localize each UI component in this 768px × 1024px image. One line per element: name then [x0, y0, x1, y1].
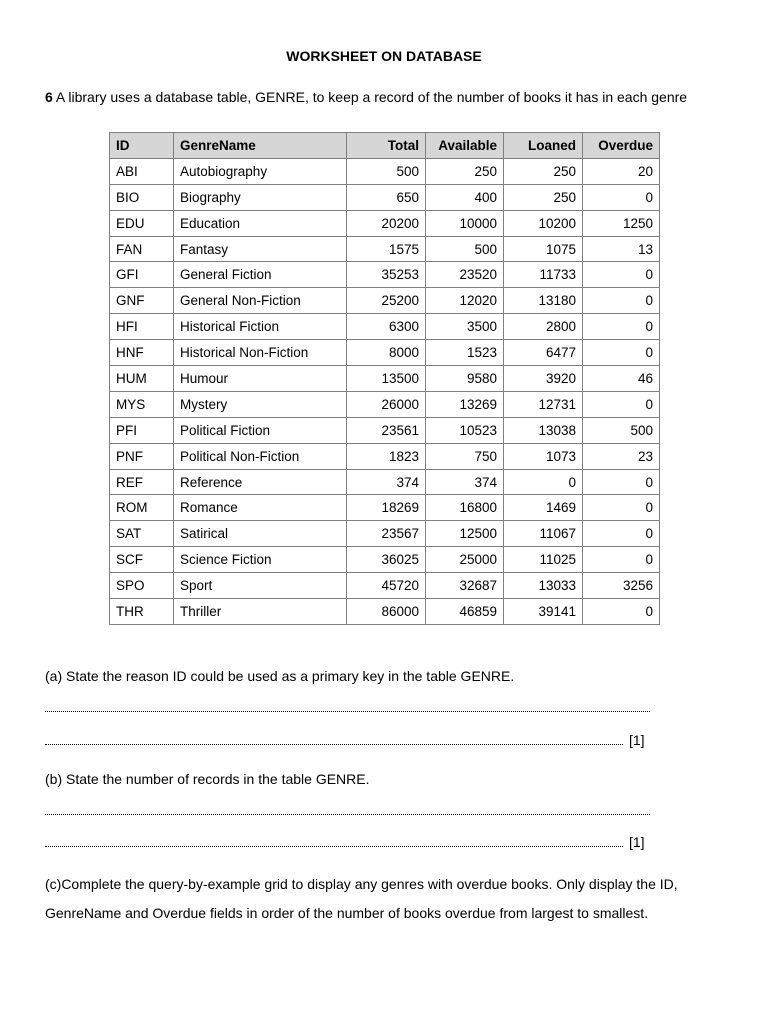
- cell-total: 36025: [347, 547, 426, 573]
- cell-genrename: Autobiography: [174, 158, 347, 184]
- cell-loaned: 13038: [504, 417, 583, 443]
- cell-loaned: 250: [504, 184, 583, 210]
- cell-id: HNF: [110, 340, 174, 366]
- question-number: 6: [45, 89, 53, 105]
- cell-overdue: 23: [583, 443, 660, 469]
- cell-total: 18269: [347, 495, 426, 521]
- cell-total: 1823: [347, 443, 426, 469]
- cell-available: 1523: [426, 340, 504, 366]
- cell-total: 374: [347, 469, 426, 495]
- cell-loaned: 13033: [504, 573, 583, 599]
- cell-id: HFI: [110, 314, 174, 340]
- cell-overdue: 46: [583, 366, 660, 392]
- cell-genrename: General Fiction: [174, 262, 347, 288]
- cell-available: 500: [426, 236, 504, 262]
- cell-overdue: 3256: [583, 573, 660, 599]
- cell-available: 750: [426, 443, 504, 469]
- cell-available: 16800: [426, 495, 504, 521]
- cell-loaned: 3920: [504, 366, 583, 392]
- cell-id: HUM: [110, 366, 174, 392]
- cell-available: 12500: [426, 521, 504, 547]
- table-row: [110, 417, 660, 443]
- cell-overdue: 0: [583, 547, 660, 573]
- cell-overdue: 0: [583, 391, 660, 417]
- table-row: [110, 236, 660, 262]
- cell-id: FAN: [110, 236, 174, 262]
- cell-total: 25200: [347, 288, 426, 314]
- cell-loaned: 250: [504, 158, 583, 184]
- header-loaned: Loaned: [504, 133, 583, 159]
- cell-loaned: 13180: [504, 288, 583, 314]
- cell-id: EDU: [110, 210, 174, 236]
- cell-genrename: Romance: [174, 495, 347, 521]
- cell-genrename: General Non-Fiction: [174, 288, 347, 314]
- cell-id: SCF: [110, 547, 174, 573]
- header-overdue: Overdue: [583, 133, 660, 159]
- table-row: [110, 547, 660, 573]
- cell-genrename: Humour: [174, 366, 347, 392]
- table-row: [110, 288, 660, 314]
- cell-overdue: 13: [583, 236, 660, 262]
- cell-total: 500: [347, 158, 426, 184]
- cell-id: PNF: [110, 443, 174, 469]
- cell-loaned: 12731: [504, 391, 583, 417]
- table-row: [110, 495, 660, 521]
- cell-available: 10523: [426, 417, 504, 443]
- answer-line[interactable]: [45, 697, 650, 712]
- cell-total: 8000: [347, 340, 426, 366]
- cell-available: 46859: [426, 599, 504, 625]
- table-row: [110, 158, 660, 184]
- table-row: [110, 340, 660, 366]
- cell-available: 374: [426, 469, 504, 495]
- part-b-question: (b) State the number of records in the table GENRE.: [45, 771, 370, 787]
- cell-total: 86000: [347, 599, 426, 625]
- cell-genrename: Historical Fiction: [174, 314, 347, 340]
- cell-loaned: 11025: [504, 547, 583, 573]
- cell-id: REF: [110, 469, 174, 495]
- cell-overdue: 0: [583, 314, 660, 340]
- table-row: [110, 443, 660, 469]
- cell-available: 12020: [426, 288, 504, 314]
- part-c-question-line1: (c)Complete the query-by-example grid to display any genres with overdue books. Only display the ID,: [45, 876, 678, 892]
- question-intro: [45, 89, 687, 105]
- answer-line[interactable]: [45, 832, 623, 847]
- question-text: A library uses a database table, GENRE, to keep a record of the number of books it has in each genre: [55, 89, 688, 105]
- cell-genrename: Fantasy: [174, 236, 347, 262]
- table-row: [110, 210, 660, 236]
- cell-available: 10000: [426, 210, 504, 236]
- cell-total: 6300: [347, 314, 426, 340]
- header-available: Available: [426, 133, 504, 159]
- cell-available: 400: [426, 184, 504, 210]
- cell-total: 26000: [347, 391, 426, 417]
- cell-overdue: 0: [583, 469, 660, 495]
- answer-line[interactable]: [45, 800, 650, 815]
- mark-allocation: [1]: [629, 732, 645, 748]
- genre-table: [109, 132, 660, 625]
- cell-id: PFI: [110, 417, 174, 443]
- cell-loaned: 0: [504, 469, 583, 495]
- cell-id: SPO: [110, 573, 174, 599]
- table-row: [110, 262, 660, 288]
- cell-overdue: 500: [583, 417, 660, 443]
- cell-total: 1575: [347, 236, 426, 262]
- cell-total: 13500: [347, 366, 426, 392]
- cell-genrename: Historical Non-Fiction: [174, 340, 347, 366]
- cell-total: 23561: [347, 417, 426, 443]
- cell-id: GNF: [110, 288, 174, 314]
- cell-total: 650: [347, 184, 426, 210]
- header-genrename: GenreName: [174, 133, 347, 159]
- table-row: [110, 469, 660, 495]
- cell-available: 3500: [426, 314, 504, 340]
- cell-genrename: Political Non-Fiction: [174, 443, 347, 469]
- cell-loaned: 39141: [504, 599, 583, 625]
- table-row: [110, 521, 660, 547]
- cell-overdue: 0: [583, 184, 660, 210]
- cell-id: SAT: [110, 521, 174, 547]
- cell-total: 20200: [347, 210, 426, 236]
- cell-loaned: 1073: [504, 443, 583, 469]
- table-row: [110, 599, 660, 625]
- part-a-question: (a) State the reason ID could be used as a primary key in the table GENRE.: [45, 668, 515, 684]
- cell-genrename: Science Fiction: [174, 547, 347, 573]
- cell-overdue: 0: [583, 599, 660, 625]
- cell-loaned: 10200: [504, 210, 583, 236]
- cell-loaned: 11067: [504, 521, 583, 547]
- cell-genrename: Mystery: [174, 391, 347, 417]
- cell-overdue: 1250: [583, 210, 660, 236]
- cell-overdue: 0: [583, 521, 660, 547]
- cell-available: 32687: [426, 573, 504, 599]
- cell-genrename: Reference: [174, 469, 347, 495]
- cell-genrename: Satirical: [174, 521, 347, 547]
- page-title: WORKSHEET ON DATABASE: [286, 48, 482, 64]
- cell-id: MYS: [110, 391, 174, 417]
- table-row: [110, 366, 660, 392]
- cell-available: 25000: [426, 547, 504, 573]
- cell-total: 35253: [347, 262, 426, 288]
- cell-id: THR: [110, 599, 174, 625]
- cell-loaned: 6477: [504, 340, 583, 366]
- cell-id: GFI: [110, 262, 174, 288]
- cell-available: 13269: [426, 391, 504, 417]
- cell-total: 23567: [347, 521, 426, 547]
- cell-genrename: Education: [174, 210, 347, 236]
- cell-total: 45720: [347, 573, 426, 599]
- cell-id: ROM: [110, 495, 174, 521]
- cell-overdue: 0: [583, 288, 660, 314]
- cell-loaned: 2800: [504, 314, 583, 340]
- cell-id: ABI: [110, 158, 174, 184]
- table-row: [110, 391, 660, 417]
- header-id: ID: [110, 133, 174, 159]
- cell-genrename: Sport: [174, 573, 347, 599]
- cell-loaned: 1075: [504, 236, 583, 262]
- table-row: [110, 573, 660, 599]
- cell-loaned: 11733: [504, 262, 583, 288]
- cell-overdue: 20: [583, 158, 660, 184]
- mark-allocation: [1]: [629, 834, 645, 850]
- cell-loaned: 1469: [504, 495, 583, 521]
- table-body: [110, 158, 660, 624]
- table-row: [110, 184, 660, 210]
- cell-genrename: Biography: [174, 184, 347, 210]
- cell-available: 250: [426, 158, 504, 184]
- cell-genrename: Thriller: [174, 599, 347, 625]
- table-header-row: [110, 133, 660, 159]
- cell-overdue: 0: [583, 340, 660, 366]
- cell-available: 23520: [426, 262, 504, 288]
- answer-line[interactable]: [45, 730, 623, 745]
- table-row: [110, 314, 660, 340]
- header-total: Total: [347, 133, 426, 159]
- cell-id: BIO: [110, 184, 174, 210]
- cell-genrename: Political Fiction: [174, 417, 347, 443]
- part-c-question-line2: GenreName and Overdue fields in order of the number of books overdue from largest to smallest.: [45, 905, 649, 921]
- cell-available: 9580: [426, 366, 504, 392]
- cell-overdue: 0: [583, 495, 660, 521]
- cell-overdue: 0: [583, 262, 660, 288]
